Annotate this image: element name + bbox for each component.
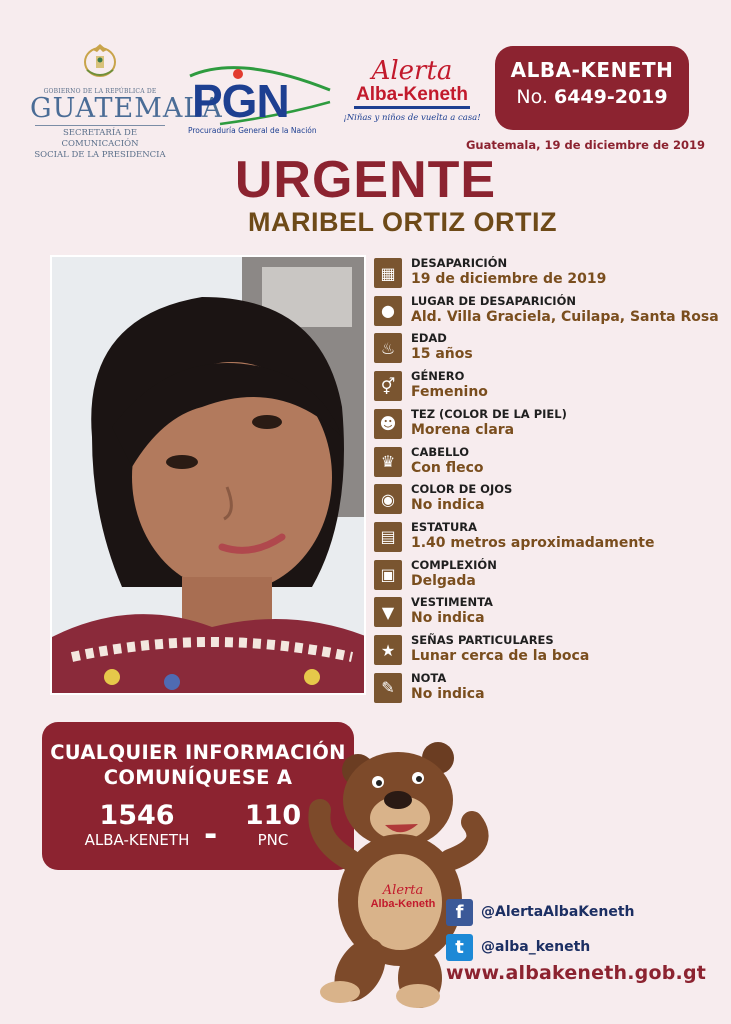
detail-row <box>374 671 724 707</box>
hair-icon: ♛ <box>374 447 402 477</box>
detail-value: No indica <box>411 610 485 627</box>
detail-row <box>374 482 724 518</box>
divider <box>35 125 165 126</box>
detail-label: VESTIMENTA <box>411 595 493 610</box>
detail-label: TEZ (COLOR DE LA PIEL) <box>411 406 567 421</box>
government-caption: GOBIERNO DE LA REPÚBLICA DE <box>43 88 157 95</box>
twitter-handle[interactable]: @alba_keneth <box>481 939 591 955</box>
phone-1-label: ALBA-KENETH <box>84 831 190 849</box>
case-number <box>495 86 689 108</box>
detail-label: COLOR DE OJOS <box>411 482 513 497</box>
location-pin-icon: ● <box>374 296 402 326</box>
detail-value: No indica <box>411 685 485 702</box>
note-edit-icon: ✎ <box>374 673 402 703</box>
detail-value: Femenino <box>411 384 488 401</box>
bear-badge-word: Alerta <box>382 883 424 898</box>
pgn-wordmark: PGN <box>192 75 289 127</box>
shirt-icon: ▼ <box>374 597 402 627</box>
detail-row <box>374 633 724 669</box>
head-profile-icon: ☻ <box>374 409 402 439</box>
detail-row <box>374 331 724 367</box>
contact-heading-line-1: CUALQUIER INFORMACIÓN <box>50 741 346 764</box>
phone-separator: - <box>204 815 218 853</box>
bear-badge-name: Alba-Keneth <box>370 898 436 910</box>
phone-number-1546[interactable]: 1546 <box>99 800 175 831</box>
detail-label: DESAPARICIÓN <box>411 256 508 270</box>
guatemala-government-logo <box>30 40 223 160</box>
detail-value: 19 de diciembre de 2019 <box>411 271 607 287</box>
detail-value: Lunar cerca de la boca <box>411 648 590 664</box>
gender-icon: ⚥ <box>374 371 402 401</box>
detail-label: NOTA <box>411 670 447 685</box>
phone-number-110[interactable]: 110 <box>244 800 302 831</box>
detail-row <box>374 407 724 443</box>
bear-badge <box>368 884 438 910</box>
twitter-link[interactable] <box>446 932 590 962</box>
detail-label: ESTATURA <box>411 519 478 534</box>
missing-person-name: MARIBEL ORTIZ ORTIZ <box>248 207 557 237</box>
detail-value: 15 años <box>411 346 473 363</box>
urgency-title: URGENTE <box>234 151 497 209</box>
secretariat-line-2: SOCIAL DE LA PRESIDENCIA <box>34 150 166 160</box>
eye-icon: ◉ <box>374 484 402 514</box>
detail-row <box>374 445 724 481</box>
detail-row <box>374 294 724 330</box>
scale-icon: ▣ <box>374 560 402 590</box>
pgn-logo <box>180 60 340 140</box>
case-number-badge <box>495 46 689 130</box>
detail-label: SEÑAS PARTICULARES <box>411 633 554 647</box>
portrait-illustration <box>52 257 366 695</box>
birthday-cake-icon: ♨ <box>374 333 402 363</box>
alerta-word: Alerta <box>371 56 453 86</box>
facebook-icon[interactable]: f <box>446 899 473 926</box>
calendar-icon: ▦ <box>374 258 402 288</box>
publication-date: Guatemala, 19 de diciembre de 2019 <box>465 138 705 152</box>
detail-row <box>374 520 724 556</box>
secretariat-line-1: SECRETARÍA DE COMUNICACIÓN <box>61 128 139 149</box>
facebook-link[interactable] <box>446 897 635 927</box>
guatemala-wordmark: GUATEMALA <box>30 93 223 124</box>
missing-person-photo <box>50 255 366 695</box>
phone-alba-keneth[interactable] <box>72 800 202 849</box>
detail-value: No indica <box>411 497 485 514</box>
coat-of-arms-icon <box>77 40 123 80</box>
case-number-value: 6449-2019 <box>553 86 668 108</box>
detail-label: GÉNERO <box>411 369 465 384</box>
alba-keneth-wordmark: Alba-Keneth <box>354 84 470 109</box>
detail-row <box>374 558 724 594</box>
detail-value: Delgada <box>411 572 476 589</box>
detail-label: COMPLEXIÓN <box>411 557 497 572</box>
detail-value: Con fleco <box>411 459 484 476</box>
alerta-alba-keneth-logo <box>342 58 482 138</box>
facebook-handle[interactable]: @AlertaAlbaKeneth <box>481 904 635 920</box>
phone-2-label: PNC <box>257 831 289 849</box>
detail-row <box>374 369 724 405</box>
alerta-tagline: ¡Niñas y niños de vuelta a casa! <box>343 113 481 123</box>
star-icon: ★ <box>374 635 402 665</box>
detail-value: 1.40 metros aproximadamente <box>411 534 655 551</box>
detail-label: EDAD <box>411 331 447 346</box>
detail-row <box>374 595 724 631</box>
detail-value: Ald. Villa Graciela, Cuilapa, Santa Rosa <box>411 308 719 325</box>
website-link[interactable]: www.albakeneth.gob.gt <box>446 962 707 984</box>
detail-label: LUGAR DE DESAPARICIÓN <box>411 293 576 308</box>
case-number-prefix: No. <box>516 86 548 108</box>
pgn-caption: Procuraduría General de la Nación <box>188 126 317 135</box>
case-title: ALBA-KENETH <box>510 58 674 82</box>
detail-row <box>374 256 724 292</box>
detail-label: CABELLO <box>411 444 469 459</box>
detail-value: Morena clara <box>411 421 515 438</box>
contact-heading-line-2: COMUNÍQUESE A <box>103 766 293 789</box>
twitter-icon[interactable]: t <box>446 934 473 961</box>
ruler-icon: ▤ <box>374 522 402 552</box>
